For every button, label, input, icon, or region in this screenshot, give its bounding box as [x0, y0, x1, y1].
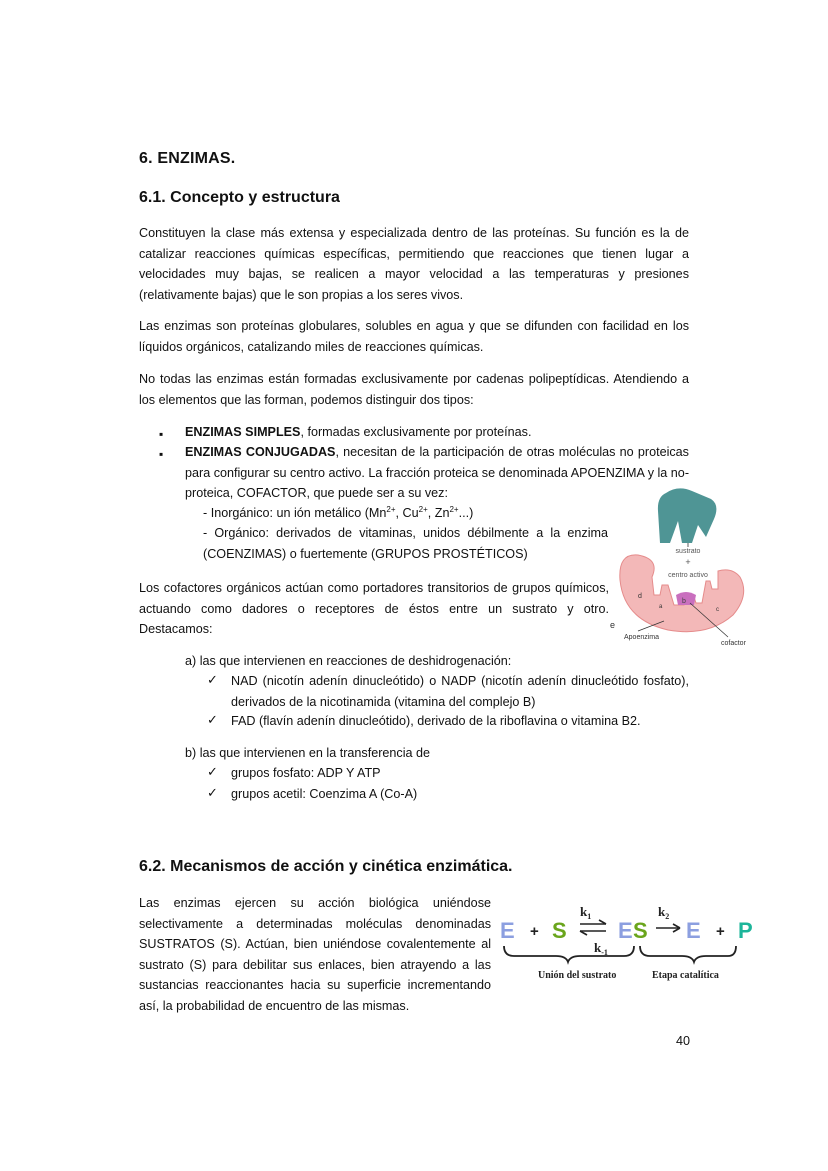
plus-label: +	[685, 557, 691, 567]
active-center-label: centro activo	[668, 572, 708, 579]
bullet-simple	[185, 422, 689, 443]
k-1-label: $k_{-1}$	[594, 940, 608, 957]
binding-label: Unión del sustrato	[538, 970, 617, 981]
bullet-conjugated-rest: , necesitan de la participación de otras moléculas no proteicas para configurar su centro activo. La fracción proteica se denominada APOENZIMA y la no-proteica, COFACTOR, que puede ser a su vez:	[185, 445, 690, 500]
label-b: b	[682, 598, 686, 605]
complex-S: S	[633, 918, 648, 943]
inorganic-zn: , Zn	[427, 506, 450, 520]
label-e: e	[610, 620, 616, 630]
paragraph-1: Constituyen la clase más extensa y especializada dentro de las proteínas. Su función es la de catalizar reacciones químicas específicas, permitiendo que reacciones que tienen lugar a velocidades muy bajas, se realicen a mayor velocidad a las temperaturas y presiones (relativamente bajas) que le son propias a los seres vivos.	[139, 226, 689, 302]
k1-label: $k_1$	[580, 904, 592, 921]
complex-E: E	[618, 918, 633, 943]
enzyme-E: E	[500, 918, 515, 943]
product-P: P	[738, 918, 753, 943]
subsection-title-2: 6.2. Mecanismos de acción y cinética enzimática.	[139, 858, 513, 875]
section-title: 6. ENZIMAS.	[139, 150, 236, 167]
paragraph-3: No todas las enzimas están formadas exclusivamente por cadenas polipeptídicas. Atendiendo a los elementos que las forman, podemos distinguir dos tipos:	[139, 372, 689, 407]
check-icon: ✓	[207, 764, 218, 779]
bullet-simple-rest: , formadas exclusivamente por proteínas.	[300, 425, 532, 439]
list-b-title: b) las que intervienen en la transferencia de	[185, 746, 431, 760]
charge: 2+	[386, 504, 396, 514]
brace-binding	[504, 946, 634, 962]
bullet-conjugated-bold: ENZIMAS CONJUGADAS	[185, 445, 336, 459]
plus-sign: +	[716, 923, 725, 940]
check-icon: ✓	[207, 785, 218, 800]
substrate-label: sustrato	[675, 548, 701, 555]
brace-catalytic	[640, 946, 736, 962]
inorganic-cu: , Cu	[395, 506, 419, 520]
inorganic-line	[203, 503, 613, 524]
bullet-marker: ▪	[159, 447, 164, 461]
k2-label: $k_2$	[658, 904, 670, 921]
charge: 2+	[449, 504, 459, 514]
list-a-item-2: FAD (flavín adenín dinucleótido), derivado de la riboflavina o vitamina B2.	[231, 714, 641, 728]
paragraph-2: Las enzimas son proteínas globulares, solubles en agua y que se difunden con facilidad en los líquidos orgánicos, catalizando miles de reacciones químicas.	[139, 319, 689, 354]
substrate-S: S	[552, 918, 567, 943]
paragraph-5: Las enzimas ejercen su acción biológica uniéndose selectivamente a determinadas moléculas denominadas SUSTRATOS (S). Actúan, bien uniéndose covalentemente al sustrato (S) para debilitar sus enlaces, bien atrayendo a las sustancias reaccionantes hacia su superficie incrementando así, la probabilidad de encuentro de las mismas.	[139, 896, 491, 1013]
label-d: d	[638, 593, 642, 600]
substrate-shape	[658, 488, 717, 543]
charge: 2+	[418, 504, 428, 514]
reaction-scheme-figure	[496, 896, 762, 986]
label-a: a	[659, 604, 663, 610]
cofactor-shape	[676, 592, 696, 605]
catalytic-label: Etapa catalítica	[652, 970, 719, 981]
plus-sign: +	[530, 923, 539, 940]
organic-line: - Orgánico: derivados de vitaminas, unidos débilmente a la enzima (COENZIMAS) o fuertemente (GRUPOS PROSTÉTICOS)	[203, 526, 608, 561]
list-b-item-2: grupos acetil: Coenzima A (Co-A)	[231, 787, 418, 801]
inorganic-text: - Inorgánico: un ión metálico (Mn	[203, 506, 387, 520]
bullet-simple-bold: ENZIMAS SIMPLES	[185, 425, 301, 439]
paragraph-4: Los cofactores orgánicos actúan como portadores transitorios de grupos químicos, actuando como dadores o receptores de éstos entre un sustrato y otro. Destacamos:	[139, 581, 609, 636]
inorganic-end: ...)	[458, 506, 474, 520]
enzyme-structure-figure	[608, 485, 758, 650]
bullet-marker: ▪	[159, 427, 164, 441]
cofactor-label: cofactor	[721, 640, 746, 647]
apoenzyme-label: Apoenzima	[624, 634, 660, 641]
list-a-title: a) las que intervienen en reacciones de deshidrogenación:	[185, 654, 512, 668]
list-a-item-1: NAD (nicotín adenín dinucleótido) o NADP (nicotín adenín dinucleótido fosfato), derivados de la nicotinamida (vitamina del complejo B)	[231, 674, 689, 709]
check-icon: ✓	[207, 672, 218, 687]
product-E: E	[686, 918, 701, 943]
list-b-item-1: grupos fosfato: ADP Y ATP	[231, 766, 381, 780]
check-icon: ✓	[207, 712, 218, 727]
label-c: c	[716, 607, 719, 613]
page-number: 40	[676, 1034, 691, 1048]
subsection-title-1: 6.1. Concepto y estructura	[139, 189, 340, 206]
